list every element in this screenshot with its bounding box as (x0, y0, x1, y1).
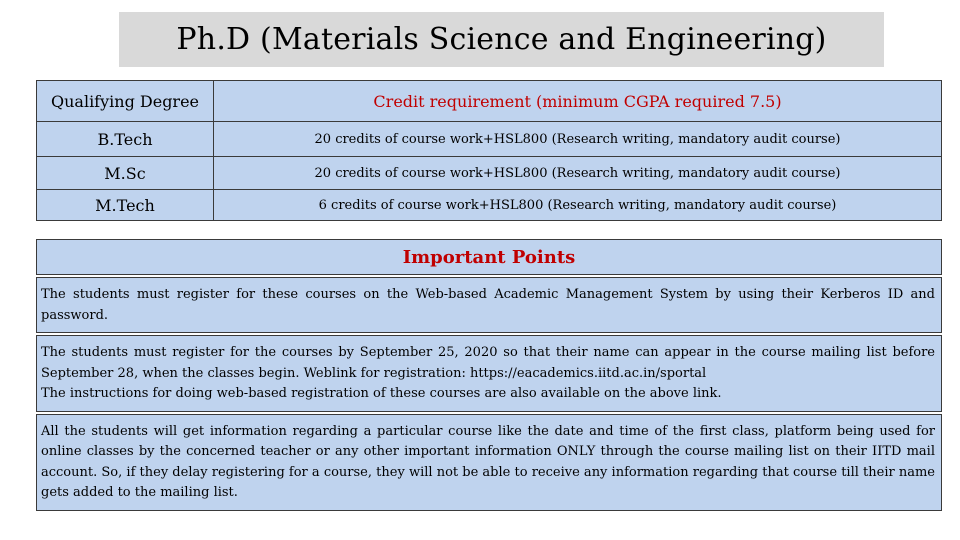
degree-cell: B.Tech (37, 122, 214, 157)
point-item: All the students will get information regarding a particular course like the date and time of the first class, platform being used for online classes by the concerned teacher or any other important information ONLY through the course mailing list on their IITD mail account. So, if they delay registering for a course, they will not be able to receive any information regarding that course till their name gets added to the mailing list. (36, 414, 942, 511)
table-row (37, 157, 942, 190)
degree-cell: M.Tech (37, 190, 214, 221)
requirement-cell: 20 credits of course work+HSL800 (Research writing, mandatory audit course) (214, 122, 942, 157)
point-item: The students must register for these courses on the Web-based Academic Management System by using their Kerberos ID and password. (36, 277, 942, 333)
degree-cell: M.Sc (37, 157, 214, 190)
point-item: The students must register for the courses by September 25, 2020 so that their name can appear in the course mailing list before September 28, when the classes begin. Weblink for registration: https://eacademics.iitd.ac.in/sportal The instructions for doing web-based registration of these courses are also available on the above link. (36, 335, 942, 412)
table-header-row (37, 81, 942, 122)
header-credit-requirement: Credit requirement (minimum CGPA required 7.5) (214, 81, 942, 122)
title-banner (119, 12, 884, 67)
table-row (37, 122, 942, 157)
credit-requirement-table (36, 80, 942, 221)
requirement-cell: 20 credits of course work+HSL800 (Research writing, mandatory audit course) (214, 157, 942, 190)
table-row (37, 190, 942, 221)
requirement-cell: 6 credits of course work+HSL800 (Research writing, mandatory audit course) (214, 190, 942, 221)
header-qualifying-degree: Qualifying Degree (37, 81, 214, 122)
page-title: Ph.D (Materials Science and Engineering) (176, 22, 827, 57)
important-points-heading: Important Points (36, 239, 942, 275)
important-points-section (36, 239, 942, 511)
